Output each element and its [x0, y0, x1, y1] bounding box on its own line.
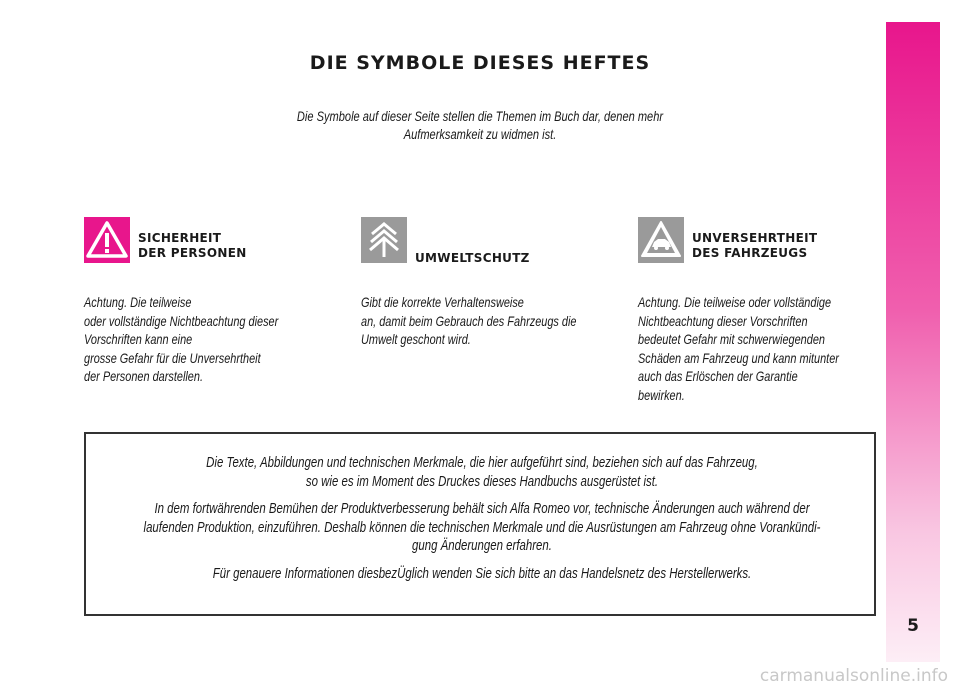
notice-text	[125, 454, 839, 592]
warning-triangle-icon	[84, 217, 130, 263]
notice-box	[84, 432, 876, 616]
symbol-label-vehicle: UNVERSEHRTHEIT DES FAHRZEUGS	[692, 231, 818, 260]
intro-paragraph	[250, 108, 709, 144]
car-warning-icon	[638, 217, 684, 263]
notice-paragraph: Die Texte, Abbildungen und technischen Merkmale, die hier aufgeführt sind, beziehen sich auf das Fahrzeug, so wie es im Moment des Druckes dieses Handbuchs ausgerüstet ist.	[206, 455, 758, 490]
notice-paragraph: In dem fortwährenden Bemühen der Produktverbesserung behält sich Alfa Romeo vor, technische Änderungen auch während der laufenden Produktion, einzuführen. Deshalb können die technischen Merkmale und die Ausrüstungen am Fahrzeug ohne Vorankündi- gung Änderungen erfahren.	[143, 501, 821, 554]
notice-paragraph: Für genauere Informationen diesbezÜglich wenden Sie sich bitte an das Handelsnetz des Herstellerwerks.	[212, 565, 752, 582]
page-number: 5	[907, 616, 919, 636]
watermark: carmanualsonline.info	[759, 666, 948, 686]
symbol-text-safety: Achtung. Die teilweise oder vollständige Nichtbeachtung dieser Vorschriften kann eine grosse Gefahr für die Unversehrtheit der Personen darstellen.	[84, 294, 279, 384]
symbol-label-environment: UMWELTSCHUTZ	[415, 251, 530, 265]
intro-line: Aufmerksamkeit zu widmen ist.	[403, 127, 557, 142]
symbol-text-vehicle: Achtung. Die teilweise oder vollständige Nichtbeachtung dieser Vorschriften bedeutet Gefahr mit schwerwiegenden Schäden am Fahrzeug und kann mitunter auch das Erlöschen der Garantie bewirken.	[638, 294, 839, 403]
page-title: DIE SYMBOLE DIESES HEFTES	[309, 52, 651, 74]
symbol-label-safety: SICHERHEIT DER PERSONEN	[138, 231, 247, 260]
symbol-text-environment: Gibt die korrekte Verhaltensweise an, damit beim Gebrauch des Fahrzeugs die Umwelt geschont wird.	[361, 294, 577, 347]
tree-icon	[361, 217, 407, 263]
intro-line: Die Symbole auf dieser Seite stellen die Themen im Buch dar, denen mehr	[296, 109, 664, 124]
side-color-strip	[886, 22, 940, 662]
